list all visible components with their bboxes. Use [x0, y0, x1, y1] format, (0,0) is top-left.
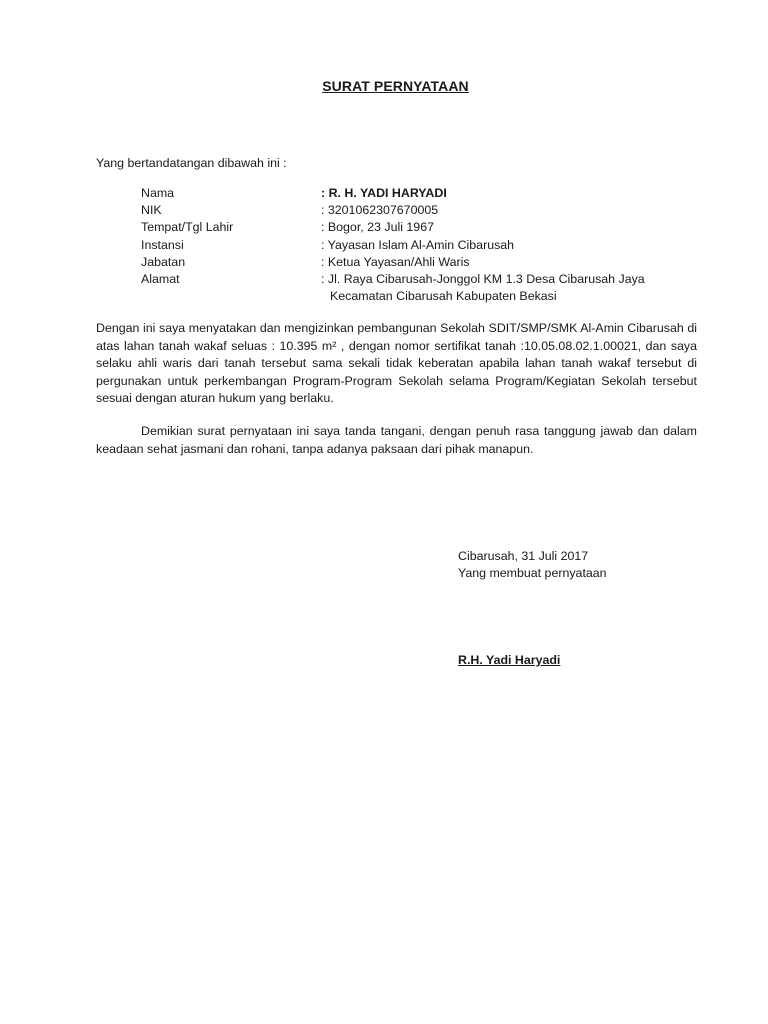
- field-value: : Bogor, 23 Juli 1967: [321, 220, 434, 235]
- field-value: : 3201062307670005: [321, 203, 439, 218]
- field-row-institution: [141, 237, 701, 254]
- field-label: NIK: [141, 203, 162, 218]
- field-label: Instansi: [141, 237, 184, 252]
- intro-text: Yang bertandatangan dibawah ini :: [96, 156, 287, 170]
- field-value: : Yayasan Islam Al-Amin Cibarusah: [321, 237, 515, 252]
- signature-block: [458, 548, 607, 581]
- closing-label: Yang membuat pernyataan: [458, 565, 607, 580]
- document-title: SURAT PERNYATAAN: [322, 78, 469, 94]
- address-continuation: Kecamatan Cibarusah Kabupaten Bekasi: [330, 289, 557, 304]
- place-date: Cibarusah, 31 Juli 2017: [458, 549, 589, 563]
- statement-paragraph: Dengan ini saya menyatakan dan mengizinkan pembangunan Sekolah SDIT/SMP/SMK Al-Amin Cibarusah di atas lahan tanah wakaf seluas : 10.395 m² , dengan nomor sertifikat tanah :10.05.08.02.1.00021, dan saya selaku ahli waris dari tanah tersebut sama sekali tidak keberatan apabila lahan tanah wakaf tersebut di pergunakan untuk perkembangan Program-Program Sekolah selama Program/Kegiatan Sekolah tersebut sesuai dengan aturan hukum yang berlaku.: [96, 321, 697, 406]
- field-value: : Jl. Raya Cibarusah-Jonggol KM 1.3 Desa Cibarusah Jaya: [321, 271, 645, 286]
- field-label: Jabatan: [141, 254, 186, 269]
- field-value: : Ketua Yayasan/Ahli Waris: [321, 254, 470, 269]
- closing-paragraph: Demikian surat pernyataan ini saya tanda tangani, dengan penuh rasa tanggung jawab dan dalam keadaan sehat jasmani dan rohani, tanpa adanya paksaan dari pihak manapun.: [96, 424, 697, 456]
- field-row-address: [141, 271, 701, 288]
- signer-name: R.H. Yadi Haryadi: [458, 653, 561, 667]
- field-label: Alamat: [141, 271, 180, 286]
- field-row-position: [141, 254, 701, 271]
- identity-fields: [141, 185, 701, 305]
- field-row-name: [141, 185, 701, 202]
- field-row-nik: [141, 202, 701, 219]
- field-label: Tempat/Tgl Lahir: [141, 220, 234, 235]
- field-value: : R. H. YADI HARYADI: [321, 186, 447, 200]
- field-label: Nama: [141, 186, 175, 200]
- field-row-birth: [141, 219, 701, 236]
